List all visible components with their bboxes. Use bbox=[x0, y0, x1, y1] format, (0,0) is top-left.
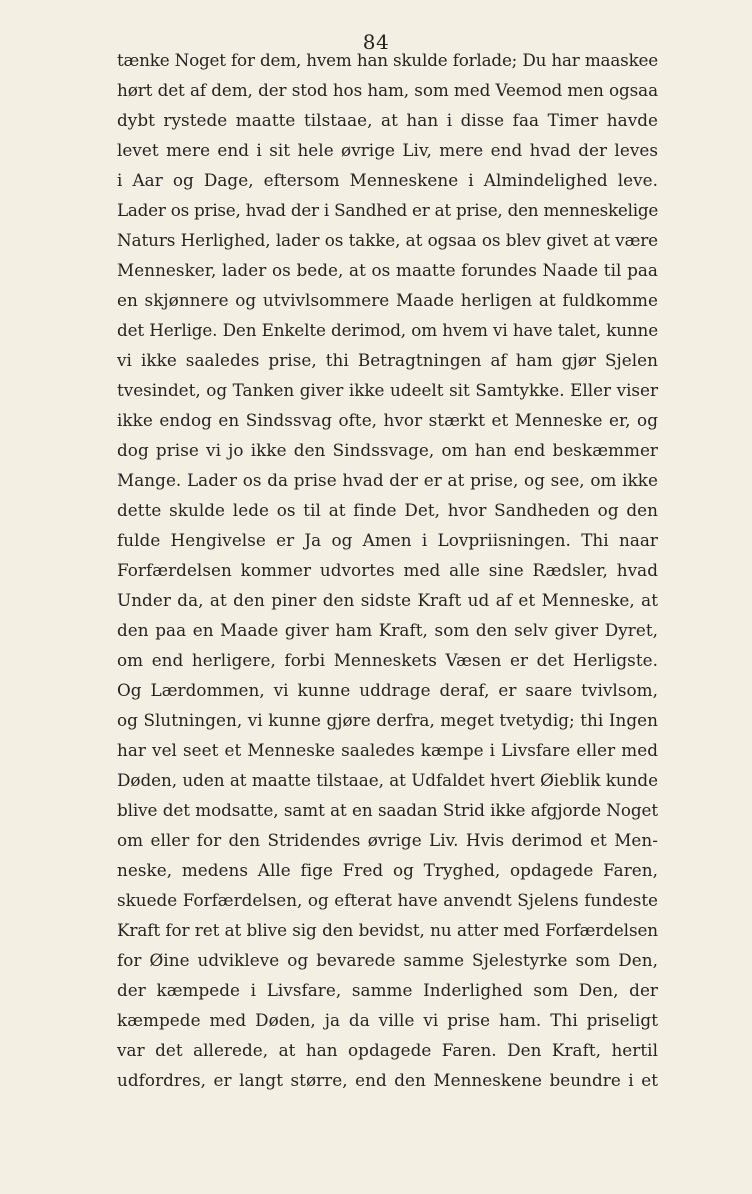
text-line: Og Lærdommen, vi kunne uddrage deraf, er saare tvivlsom, bbox=[117, 680, 658, 700]
text-line: tvesindet, og Tanken giver ikke udeelt sit Samtykke. Eller viser bbox=[117, 380, 658, 400]
page-number: 84 bbox=[362, 30, 390, 54]
text-line: Under da, at den piner den sidste Kraft ud af et Menneske, at bbox=[117, 590, 658, 610]
text-line: en skjønnere og utvivlsommere Maade herligen at fuldkomme bbox=[117, 290, 658, 310]
text-line: vi ikke saaledes prise, thi Betragtningen af ham gjør Sjelen bbox=[117, 350, 658, 370]
text-line: for Øine udvikleve og bevarede samme Sjelestyrke som Den, bbox=[117, 950, 658, 970]
text-line: Døden, uden at maatte tilstaae, at Udfaldet hvert Øieblik kunde bbox=[117, 770, 658, 790]
text-line: Mange. Lader os da prise hvad der er at prise, og see, om ikke bbox=[117, 470, 658, 490]
text-line: i Aar og Dage, eftersom Menneskene i Almindelighed leve. bbox=[117, 170, 658, 190]
text-line: fulde Hengivelse er Ja og Amen i Lovpriisningen. Thi naar bbox=[117, 530, 658, 550]
text-line: og Slutningen, vi kunne gjøre derfra, meget tvetydig; thi Ingen bbox=[117, 710, 658, 730]
text-line: dog prise vi jo ikke den Sindssvage, om han end beskæmmer bbox=[117, 440, 658, 460]
text-line: neske, medens Alle fige Fred og Tryghed, opdagede Faren, bbox=[117, 860, 658, 880]
text-line: Kraft for ret at blive sig den bevidst, nu atter med Forfærdelsen bbox=[117, 920, 658, 940]
text-line: blive det modsatte, samt at en saadan Strid ikke afgjorde Noget bbox=[117, 800, 658, 820]
text-line: dybt rystede maatte tilstaae, at han i disse faa Timer havde bbox=[117, 110, 658, 130]
text-line: Mennesker, lader os bede, at os maatte forundes Naade til paa bbox=[117, 260, 658, 280]
text-line: levet mere end i sit hele øvrige Liv, mere end hvad der leves bbox=[117, 140, 658, 160]
text-line: ikke endog en Sindssvag ofte, hvor stærkt et Menneske er, og bbox=[117, 410, 658, 430]
text-line: kæmpede med Døden, ja da ville vi prise ham. Thi priseligt bbox=[117, 1010, 658, 1030]
text-line: om eller for den Stridendes øvrige Liv. Hvis derimod et Men- bbox=[117, 830, 658, 850]
text-line: Forfærdelsen kommer udvortes med alle sine Rædsler, hvad bbox=[117, 560, 658, 580]
text-line: dette skulde lede os til at finde Det, hvor Sandheden og den bbox=[117, 500, 658, 520]
text-line: der kæmpede i Livsfare, samme Inderlighed som Den, der bbox=[117, 980, 658, 1000]
text-line: skuede Forfærdelsen, og efterat have anvendt Sjelens fundeste bbox=[117, 890, 658, 910]
text-line: udfordres, er langt større, end den Menneskene beundre i et bbox=[117, 1070, 658, 1090]
text-line: hørt det af dem, der stod hos ham, som med Veemod men ogsaa bbox=[117, 80, 658, 100]
text-line: om end herligere, forbi Menneskets Væsen er det Herligste. bbox=[117, 650, 658, 670]
text-line: Naturs Herlighed, lader os takke, at ogsaa os blev givet at være bbox=[117, 230, 658, 250]
text-line: det Herlige. Den Enkelte derimod, om hvem vi have talet, kunne bbox=[117, 320, 658, 340]
text-line: den paa en Maade giver ham Kraft, som den selv giver Dyret, bbox=[117, 620, 658, 640]
text-line: har vel seet et Menneske saaledes kæmpe i Livsfare eller med bbox=[117, 740, 658, 760]
text-line: Lader os prise, hvad der i Sandhed er at prise, den menneskelige bbox=[117, 200, 658, 220]
text-line: tænke Noget for dem, hvem han skulde forlade; Du har maaskee bbox=[117, 50, 658, 70]
text-line: var det allerede, at han opdagede Faren. Den Kraft, hertil bbox=[117, 1040, 658, 1060]
body-text bbox=[117, 45, 658, 1095]
